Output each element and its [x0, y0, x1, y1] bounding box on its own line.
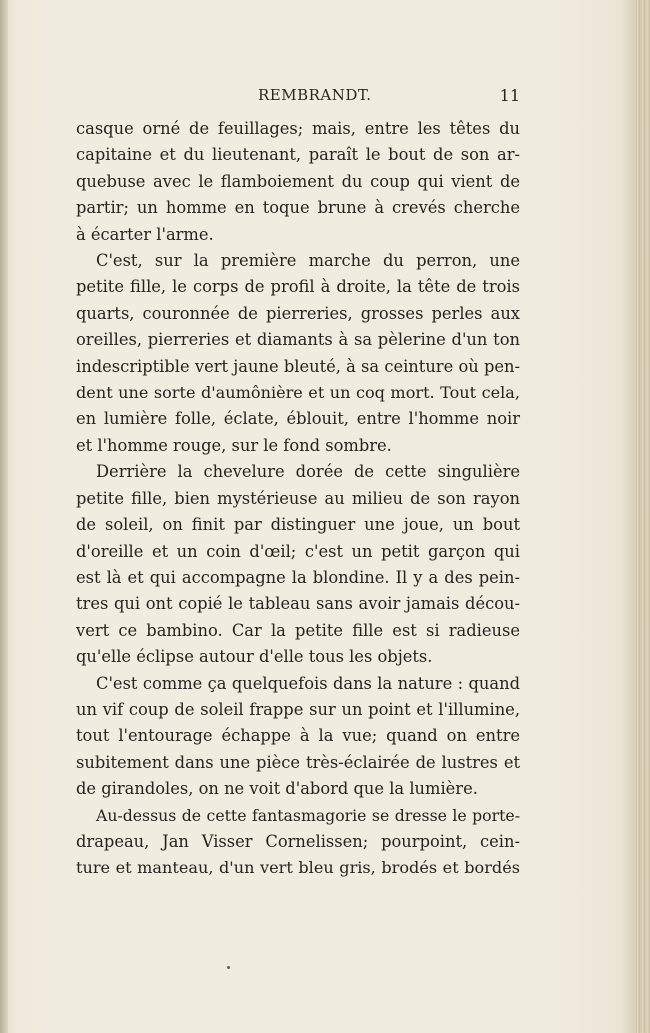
text-line: de girandoles, on ne voit d'abord que la lumière. [76, 779, 478, 799]
body-text [76, 116, 520, 882]
paragraph-2 [76, 248, 520, 459]
text-line: capitaine et du lieutenant, paraît le bout de son ar- [76, 145, 520, 165]
text-line: C'est comme ça quelquefois dans la nature : quand [96, 673, 520, 693]
paper-speck [227, 966, 230, 969]
text-line: tres qui ont copié le tableau sans avoir jamais décou- [76, 594, 520, 614]
text-line: à écarter l'arme. [76, 224, 214, 244]
text-line: indescriptible vert jaune bleuté, à sa ceinture où pen- [76, 356, 520, 376]
text-line: qu'elle éclipse autour d'elle tous les objets. [76, 647, 433, 667]
text-line: quarts, couronnée de pierreries, grosses perles aux [76, 303, 520, 323]
page-number: 11 [499, 86, 520, 105]
text-line: d'oreille et un coin d'œil; c'est un petit garçon qui [76, 541, 520, 561]
text-line: tout l'entourage échappe à la vue; quand on entre [76, 726, 520, 746]
page-header [76, 86, 520, 112]
text-line: dent une sorte d'aumônière et un coq mort. Tout cela, [76, 383, 520, 403]
paragraph-1 [76, 116, 520, 248]
paragraph-5 [76, 803, 520, 882]
text-line: Au-dessus de cette fantasmagorie se dresse le porte- [96, 805, 520, 825]
text-line: de soleil, on finit par distinguer une joue, un bout [76, 515, 520, 535]
paragraph-3 [76, 459, 520, 670]
text-line: vert ce bambino. Car la petite fille est si radieuse [76, 620, 520, 640]
paragraph-4 [76, 671, 520, 803]
text-line: oreilles, pierreries et diamants à sa pèlerine d'un ton [76, 330, 520, 350]
text-line: partir; un homme en toque brune à crevés cherche [76, 198, 520, 218]
text-line: petite fille, le corps de profil à droite, la tête de trois [76, 277, 520, 297]
page-binding-edge [0, 0, 8, 1033]
text-line: en lumière folle, éclate, éblouit, entre l'homme noir [76, 409, 520, 429]
text-line: un vif coup de soleil frappe sur un point et l'illumine, [76, 699, 520, 719]
text-line: et l'homme rouge, sur le fond sombre. [76, 435, 392, 455]
text-line: casque orné de feuillages; mais, entre les têtes du [76, 119, 520, 138]
text-line: C'est, sur la première marche du perron, une [96, 251, 520, 271]
text-line: Derrière la chevelure dorée de cette singulière [96, 462, 520, 482]
text-line: subitement dans une pièce très-éclairée de lustres et [76, 752, 520, 772]
text-line: drapeau, Jan Visser Cornelissen; pourpoint, cein- [76, 831, 520, 851]
text-line: est là et qui accompagne la blondine. Il y a des pein- [76, 567, 520, 587]
running-title: REMBRANDT. [258, 86, 372, 104]
text-line: petite fille, bien mystérieuse au milieu de son rayon [76, 488, 520, 508]
text-line: ture et manteau, d'un vert bleu gris, brodés et bordés [76, 858, 520, 878]
page-fore-edge [636, 0, 650, 1033]
text-line: quebuse avec le flamboiement du coup qui vient de [76, 171, 520, 191]
